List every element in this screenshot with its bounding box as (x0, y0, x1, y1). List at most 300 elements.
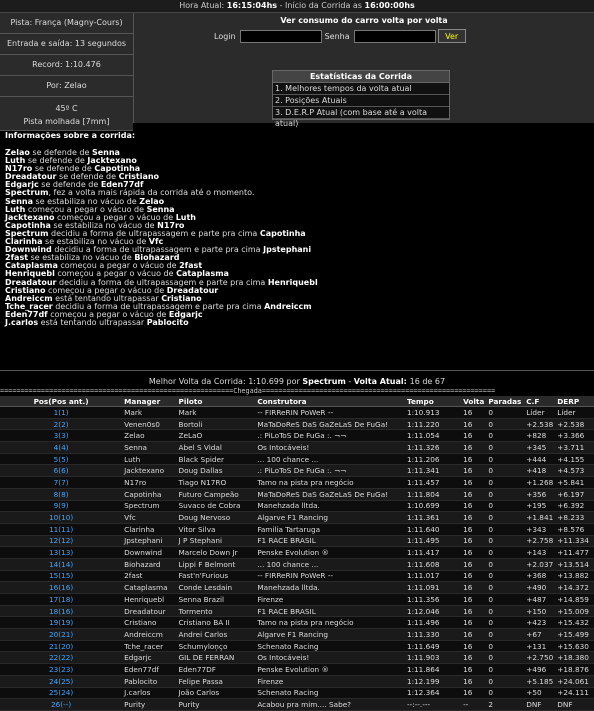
event-target: Pablocito (146, 317, 189, 327)
table-row (0, 664, 594, 676)
col-manager-cell: Andreiccm (122, 629, 176, 641)
col-driver-cell: Fast'n'Furious (177, 570, 256, 582)
top-clock-bar (0, 0, 594, 13)
col-manager-cell: Purity (122, 699, 176, 711)
col-driver-cell: Tormento (177, 605, 256, 617)
col-gap-cell: DNF (524, 699, 555, 711)
col-driver-cell: Black Spider (177, 453, 256, 465)
event-driver: Cristiano (5, 285, 46, 295)
col-manager-cell: Venen0s0 (122, 418, 176, 430)
col-gap-cell: +828 (524, 430, 555, 442)
col-driver-cell: GIL DE FERRAN (177, 652, 256, 664)
weather-info (0, 97, 133, 131)
current-lap: 16 de 67 (409, 377, 446, 386)
track-record: Record: 1:10.476 (0, 55, 133, 76)
col-time-cell: 1:11.864 (405, 664, 461, 676)
event-text: começou a pegar o vácuo de (47, 309, 169, 319)
col-lap-cell: 16 (461, 407, 486, 419)
col-time-cell: --:--.--- (405, 699, 461, 711)
col-team-cell: F1 RACE BRASIL (255, 605, 405, 617)
col-manager-cell: Edgarjc (122, 652, 176, 664)
event-target: 2fast (179, 261, 203, 271)
col-stops-cell: 0 (486, 582, 524, 594)
table-row (0, 699, 594, 711)
best-lap-line (0, 376, 594, 387)
event-driver: Eden77df (5, 309, 48, 319)
col-lap-header: Volta (463, 396, 485, 406)
col-team-cell: Firenze (255, 675, 405, 687)
col-derp-cell: +6.197 (555, 488, 594, 500)
col-position-cell: 22(22) (0, 652, 122, 664)
col-stops-cell: 0 (486, 453, 524, 465)
col-manager-cell: Mark (122, 407, 176, 419)
col-position-cell: 3(3) (0, 430, 122, 442)
view-button[interactable]: Ver (438, 29, 466, 43)
event-target: Eden77df (100, 180, 144, 190)
event-driver: Zelao (5, 148, 30, 157)
table-row (0, 535, 594, 547)
col-lap-cell: 16 (461, 675, 486, 687)
col-lap-cell: 16 (461, 617, 486, 629)
table-row (0, 523, 594, 535)
col-derp-cell: +15.432 (555, 617, 594, 629)
event-text: , fez a volta mais rápida da corrida até o momento. (48, 188, 255, 198)
col-driver-cell: Conde Lesdain (177, 582, 256, 594)
event-driver: Edgarjc (5, 180, 39, 190)
col-stops-cell: 2 (486, 699, 524, 711)
col-time-cell: 1:11.457 (405, 477, 461, 489)
col-position-cell: 20(21) (0, 629, 122, 641)
col-position-cell: 12(12) (0, 535, 122, 547)
event-text: se estabiliza no vácuo de (28, 253, 135, 263)
col-team-cell: Tamo na pista pra negócio (255, 477, 405, 489)
col-lap-cell: 16 (461, 453, 486, 465)
col-time-cell: 1:12.199 (405, 675, 461, 687)
event-text: começou a pegar o vácuo de (57, 261, 180, 271)
col-derp-cell: +15.009 (555, 605, 594, 617)
col-driver-cell: Futuro Campeão (177, 488, 256, 500)
col-derp-cell: +8.233 (555, 512, 594, 524)
event-target: Dreadatour (166, 285, 219, 295)
col-gap-cell: +345 (524, 442, 555, 454)
event-driver: Downwind (5, 245, 52, 255)
col-position-cell: 11(11) (0, 523, 122, 535)
col-lap-cell: 16 (461, 582, 486, 594)
event-target: Vfc (148, 237, 164, 247)
col-team-cell: ... 100 chance ... (255, 453, 405, 465)
col-manager-cell: Luth (122, 453, 176, 465)
col-gap-cell: +444 (524, 453, 555, 465)
event-driver: Henriquebl (5, 269, 55, 279)
event-target: Edgarjc (168, 309, 203, 319)
col-derp-header: DERP (555, 396, 594, 407)
table-row (0, 465, 594, 477)
col-lap-cell: 16 (461, 488, 486, 500)
col-team-cell: Os Intocáveis! (255, 652, 405, 664)
col-driver-cell: Doug Dallas (177, 465, 256, 477)
col-driver-cell: Mark (177, 407, 256, 419)
race-stats-menu (272, 70, 450, 128)
col-lap-cell: 16 (461, 523, 486, 535)
track-name: Pista: França (Magny-Cours) (0, 13, 133, 34)
col-position-cell: 9(9) (0, 500, 122, 512)
col-manager-cell: Spectrum (122, 500, 176, 512)
col-derp-cell: +24.111 (555, 687, 594, 699)
col-manager-cell: Pablocito (122, 675, 176, 687)
track-condition: Pista molhada [7mm] (23, 117, 110, 126)
col-stops-cell: 0 (486, 500, 524, 512)
col-lap-cell: 16 (461, 500, 486, 512)
col-position-cell: 18(16) (0, 605, 122, 617)
col-team-cell: Acabou pra mim.... Sabe? (255, 699, 405, 711)
current-time: 16:15:04hs (226, 1, 278, 10)
col-lap-cell: 16 (461, 535, 486, 547)
col-driver-cell: Cristiano BA II (177, 617, 256, 629)
col-stops-cell: 0 (486, 465, 524, 477)
event-text: se defende de (56, 172, 119, 182)
col-derp-cell: +13.882 (555, 570, 594, 582)
col-stops-cell: 0 (486, 547, 524, 559)
col-gap-cell: +2.538 (526, 419, 554, 429)
col-position-cell: 24(25) (0, 675, 122, 687)
col-manager-cell: Zelao (122, 430, 176, 442)
col-derp-cell: +11.477 (555, 547, 594, 559)
col-driver-cell: João Carlos (177, 687, 256, 699)
col-gap-header: C.F (524, 396, 555, 407)
col-team-cell: Penske Evolution ® (255, 664, 405, 676)
event-driver: Cataplasma (5, 261, 58, 271)
col-driver-cell: J P Stephani (177, 535, 256, 547)
col-team-cell: Familia Tartaruga (255, 523, 405, 535)
table-row (0, 570, 594, 582)
col-manager-cell: Eden77df (122, 664, 176, 676)
col-position-cell: 4(4) (0, 442, 122, 454)
col-manager-cell: Cataplasma (122, 582, 176, 594)
table-header-row (0, 396, 594, 407)
col-stops-cell: 0 (486, 512, 524, 524)
col-lap-cell: 16 (461, 629, 486, 641)
col-derp-cell: +11.334 (555, 535, 594, 547)
col-derp-cell: +5.841 (555, 477, 594, 489)
event-text: começou a pegar o vácuo de (45, 285, 167, 295)
event-text: está tentando ultrapassar (52, 293, 162, 303)
temperature: 45º C (55, 104, 78, 113)
col-gap-cell: +356 (524, 488, 555, 500)
col-gap-cell: +67 (524, 629, 555, 641)
col-gap-cell: +195 (524, 500, 555, 512)
col-team-cell: Os Intocáveis! (255, 442, 405, 454)
col-team-cell: Algarve F1 Rancing (255, 512, 405, 524)
best-lap-label: Melhor Volta da Corrida: (148, 377, 249, 386)
stats-link-derp[interactable]: 3. D.E.R.P Atual (com base até a volta atual) (273, 107, 449, 119)
col-lap-cell: 16 (461, 547, 486, 559)
col-lap-cell: 16 (461, 605, 486, 617)
col-driver-cell: Marcelo Down Jr (177, 547, 256, 559)
col-manager-cell: J.carlos (122, 687, 176, 699)
race-events-title: Informações sobre a corrida: (5, 131, 136, 140)
event-text: começou a pegar o vácuo de (25, 204, 147, 214)
col-lap-cell: 16 (461, 687, 486, 699)
col-position-header: Pos(Pos ant.) (0, 396, 122, 407)
col-team-cell: Manehzada lltda. (255, 500, 405, 512)
col-stops-cell: 0 (486, 523, 524, 535)
col-stops-cell: 0 (486, 605, 524, 617)
col-derp-cell: +6.392 (555, 500, 594, 512)
col-driver-cell: Vitor Silva (177, 523, 256, 535)
clock-label: Hora Atual: (179, 1, 225, 10)
col-gap-cell: +50 (524, 687, 555, 699)
col-derp-cell: +13.514 (555, 558, 594, 570)
col-manager-cell: N17ro (122, 477, 176, 489)
col-lap-cell: 16 (461, 442, 486, 454)
col-time-cell: 1:11.417 (405, 547, 461, 559)
col-time-cell: 1:11.496 (405, 617, 461, 629)
table-row (0, 488, 594, 500)
divider (0, 370, 594, 371)
col-team-cell: Penske Evolution ® (255, 547, 405, 559)
consumption-title: Ver consumo do carro volta por volta (280, 16, 448, 25)
col-lap-cell: -- (461, 699, 486, 711)
col-stops-cell: 0 (486, 535, 524, 547)
event-text: decidiu a forma de ultrapassagem e parte pra cima (52, 301, 265, 311)
col-stops-cell: 0 (486, 488, 524, 500)
col-team-cell: Schenato Racing (255, 640, 405, 652)
col-derp-cell: DNF (555, 699, 594, 711)
col-driver-cell: Purity (177, 699, 256, 711)
col-stops-cell: 0 (486, 477, 524, 489)
col-stops-cell: 0 (486, 617, 524, 629)
col-stops-cell: 0 (486, 558, 524, 570)
col-team-cell: .: PiLoToS De FuGa :. ¬¬ (255, 430, 405, 442)
col-time-cell: 1:11.608 (405, 558, 461, 570)
col-driver-cell: Lippi F Belmont (177, 558, 256, 570)
table-row (0, 558, 594, 570)
event-target: N17ro (157, 220, 185, 230)
col-time-cell: 1:12.364 (405, 687, 461, 699)
col-gap-cell: +1.841 (526, 513, 554, 523)
event-target: Zelao (139, 196, 165, 206)
best-lap-separator: - (345, 377, 354, 386)
col-lap-cell: 16 (461, 512, 486, 524)
col-team-cell: .: PiLoToS De FuGa :. ¬¬ (255, 465, 405, 477)
table-row (0, 407, 594, 419)
col-manager-cell: Dreadatour (122, 605, 176, 617)
table-row (0, 442, 594, 454)
event-text: decidiu a forma de ultrapassagem e parte pra cima (48, 228, 260, 238)
col-stops-cell: 0 (486, 430, 524, 442)
password-label: Senha (324, 31, 350, 41)
event-target: Henriquebl (267, 277, 318, 287)
col-driver-cell: Felipe Passa (177, 675, 256, 687)
event-driver: Jacktexano (5, 212, 55, 222)
col-lap-cell: 16 (461, 465, 486, 477)
event-target: Cataplasma (176, 269, 229, 279)
pit-time: Entrada e saída: 13 segundos (0, 34, 133, 55)
event-driver: Capotinha (5, 220, 51, 230)
event-target: Capotinha (94, 164, 141, 174)
col-driver-cell: Eden77DF (177, 664, 256, 676)
event-driver: Senna (5, 196, 33, 206)
col-position-cell: 1(1) (0, 407, 122, 419)
col-position-cell: 2(2) (0, 418, 122, 430)
event-driver: Luth (5, 204, 26, 214)
event-text: se defende de (32, 164, 95, 174)
event-text: se defende de (29, 148, 92, 157)
stats-link-best-times[interactable]: 1. Melhores tempos da volta atual (273, 83, 449, 95)
event-driver: Andreiccm (5, 293, 53, 303)
col-stops-cell: 0 (486, 664, 524, 676)
col-gap-cell: +490 (524, 582, 555, 594)
col-time-cell: 1:11.495 (405, 535, 461, 547)
table-row (0, 640, 594, 652)
col-gap-cell: +1.268 (526, 477, 554, 487)
col-position-cell: 26(--) (0, 699, 122, 711)
col-gap-cell: +496 (524, 664, 555, 676)
col-derp-cell: +18.380 (555, 652, 594, 664)
password-input[interactable] (354, 30, 436, 43)
race-events-list (5, 149, 589, 327)
col-gap-cell: +2.037 (526, 559, 554, 569)
best-lap-by: por (283, 377, 303, 386)
event-target: Senna (91, 148, 120, 157)
col-manager-cell: Jacktexano (122, 465, 176, 477)
col-gap-cell: +343 (524, 523, 555, 535)
table-row (0, 675, 594, 687)
col-gap-cell: +418 (524, 465, 555, 477)
col-team-cell: Firenze (255, 594, 405, 606)
col-driver-cell: Abel S Vidal (177, 442, 256, 454)
col-manager-cell: Cristiano (122, 617, 176, 629)
col-derp-cell: +15.630 (555, 640, 594, 652)
col-driver-cell: Suvaco de Cobra (177, 500, 256, 512)
col-stops-cell: 0 (486, 418, 524, 430)
col-time-cell: 1:11.330 (405, 629, 461, 641)
event-driver: Clarinha (5, 237, 43, 247)
col-position-cell: 25(24) (0, 687, 122, 699)
col-position-cell: 10(10) (0, 512, 122, 524)
col-manager-cell: Tche_racer (122, 640, 176, 652)
event-text: começou a pegar o vácuo de (54, 212, 176, 222)
table-row (0, 500, 594, 512)
col-stops-cell: 0 (486, 640, 524, 652)
col-stops-cell: 0 (486, 687, 524, 699)
login-row (214, 29, 466, 43)
race-header (0, 13, 594, 128)
col-stops-cell: 0 (486, 407, 524, 419)
event-driver: 2fast (5, 253, 29, 263)
event-driver: Dreadatour (5, 172, 57, 182)
col-gap-cell: +143 (524, 547, 555, 559)
table-row (0, 418, 594, 430)
col-derp-cell: +24.061 (555, 675, 594, 687)
table-row (0, 617, 594, 629)
col-driver-cell: Doug Nervoso (177, 512, 256, 524)
col-gap-cell: +5.185 (526, 676, 554, 686)
col-derp-cell: +14.372 (555, 582, 594, 594)
col-time-cell: 1:11.356 (405, 594, 461, 606)
event-driver: Spectrum (5, 228, 49, 238)
event-driver: Tche_racer (5, 301, 53, 311)
event-target: Luth (175, 212, 196, 222)
col-manager-cell: 2fast (122, 570, 176, 582)
race-event-item (5, 319, 589, 327)
login-label: Login (214, 31, 236, 41)
col-driver-cell: ZeLaO (177, 430, 256, 442)
col-team-cell: MaTaDoReS DaS GaZeLaS De FuGa! (255, 488, 405, 500)
col-derp-cell: Líder (555, 407, 594, 419)
event-driver: Luth (5, 156, 26, 166)
col-derp-cell: +4.573 (555, 465, 594, 477)
col-position-cell: 6(6) (0, 465, 122, 477)
event-driver: J.carlos (5, 317, 39, 327)
col-position-cell: 15(15) (0, 570, 122, 582)
table-row (0, 547, 594, 559)
event-text: se defende de (38, 180, 101, 190)
col-driver-header: Piloto (177, 396, 256, 407)
col-time-cell: 1:11.649 (405, 640, 461, 652)
col-gap-cell: +423 (524, 617, 555, 629)
col-manager-header: Manager (122, 396, 176, 407)
event-target: Andreiccm (264, 301, 312, 311)
event-text: começou a pegar o vácuo de (54, 269, 177, 279)
col-derp-cell: +4.155 (555, 453, 594, 465)
col-stops-cell: 0 (486, 652, 524, 664)
col-time-header: Tempo (405, 396, 461, 407)
col-gap-cell: Líder (524, 407, 555, 419)
col-lap-cell: 16 (461, 664, 486, 676)
col-manager-cell: Clarinha (122, 523, 176, 535)
col-gap-cell: +150 (524, 605, 555, 617)
col-team-cell: Manehzada lltda. (255, 582, 405, 594)
col-stops-cell: 0 (486, 594, 524, 606)
col-stops-cell: 0 (486, 570, 524, 582)
event-target: Cristiano (161, 293, 202, 303)
col-lap-cell: 16 (461, 558, 486, 570)
col-stops-cell: 0 (486, 675, 524, 687)
event-text: decidiu a forma de ultrapassagem e parte pra cima (51, 245, 264, 255)
col-derp-cell: +14.859 (555, 594, 594, 606)
col-manager-cell: Henriquebl (122, 594, 176, 606)
col-gap-cell: +2.758 (526, 536, 554, 546)
event-target: Biohazard (134, 253, 180, 263)
event-text: está tentando ultrapassar (38, 317, 147, 327)
record-holder: Por: Zelao (0, 76, 133, 97)
col-team-cell: Algarve F1 Rancing (255, 629, 405, 641)
col-manager-cell: Vfc (122, 512, 176, 524)
table-row (0, 605, 594, 617)
table-row (0, 430, 594, 442)
current-lap-label: Volta Atual: (353, 377, 410, 386)
login-input[interactable] (240, 30, 322, 43)
race-info-panel (0, 13, 134, 126)
col-position-cell: 8(8) (0, 488, 122, 500)
col-team-cell: -- FIRReRIN PoWeR -- (255, 570, 405, 582)
col-team-cell: Schenato Racing (255, 687, 405, 699)
stats-link-positions[interactable]: 2. Posições Atuais (273, 95, 449, 107)
col-team-cell: MaTaDoReS DaS GaZeLaS De FuGa! (255, 418, 405, 430)
col-lap-cell: 16 (461, 570, 486, 582)
col-driver-cell: Tiago N17RO (177, 477, 256, 489)
col-position-cell: 19(19) (0, 617, 122, 629)
col-gap-cell: +487 (524, 594, 555, 606)
col-derp-cell: +15.499 (555, 629, 594, 641)
event-text: se estabiliza no vácuo de (50, 220, 158, 230)
col-position-cell: 5(5) (0, 453, 122, 465)
col-position-cell: 14(14) (0, 558, 122, 570)
stats-title: Estatísticas da Corrida (273, 71, 449, 83)
col-time-cell: 1:11.903 (405, 652, 461, 664)
col-position-cell: 21(20) (0, 640, 122, 652)
